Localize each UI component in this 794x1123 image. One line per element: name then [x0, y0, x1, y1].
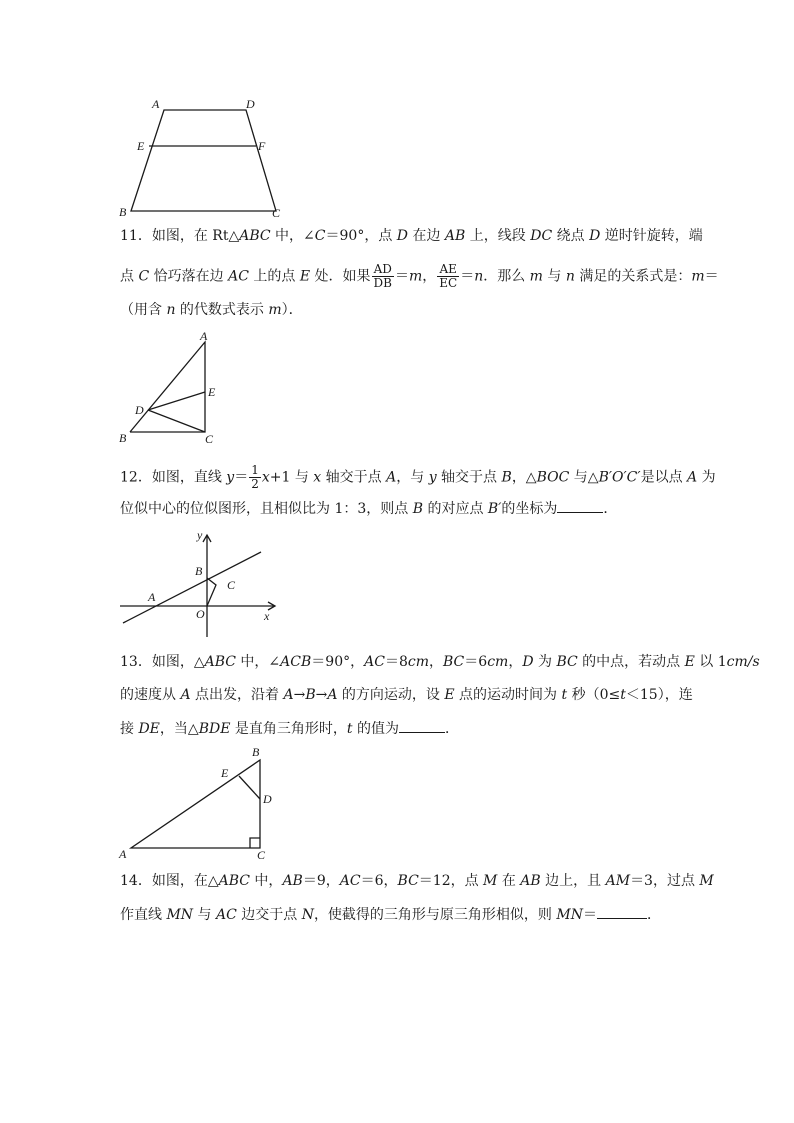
text: 在 [497, 873, 521, 889]
text: 的代数式表示 [175, 302, 269, 318]
text: A [180, 687, 191, 703]
text: AC [215, 907, 237, 923]
text: BDE [198, 721, 231, 737]
text: 处．如果 [310, 268, 371, 285]
text: A→B→A [283, 687, 338, 703]
text: ， [422, 268, 437, 285]
label-O: O [196, 607, 205, 621]
text: 秒（0≤ [567, 687, 621, 703]
text: BC [556, 654, 578, 670]
text: 的方向运动，设 [337, 687, 445, 703]
q11-line-2 [120, 263, 719, 290]
text: ）． [281, 302, 303, 318]
text: m [268, 302, 282, 318]
answer-blank[interactable] [399, 720, 445, 733]
q12-line-1 [120, 464, 716, 491]
text: 中，∠ [235, 654, 281, 670]
label-E: E [137, 139, 145, 153]
text: 的中点，若动点 [577, 654, 685, 670]
text: 在边 [408, 228, 445, 244]
text: D [522, 654, 534, 670]
q14-line-1 [120, 873, 714, 889]
text: 的值为 [352, 721, 399, 737]
text: ，△ [511, 469, 537, 486]
text: x [313, 469, 322, 486]
text: ＝ [582, 907, 597, 923]
text: ＝6， [360, 873, 398, 889]
q12-number: 12． [120, 469, 152, 486]
text: ， [429, 654, 443, 670]
numerator: AE [437, 263, 459, 277]
denominator: 2 [251, 477, 259, 491]
q12-line-2 [120, 500, 617, 517]
label-C: C [257, 848, 266, 862]
text: ，使截得的三角形与原三角形相似，则 [313, 907, 557, 923]
label-F: F [258, 139, 266, 153]
text: m [408, 268, 423, 285]
text: 如图，在 Rt△ [151, 228, 240, 244]
text: E [299, 268, 311, 285]
text: ． [444, 721, 459, 737]
q14-number: 14． [120, 873, 152, 889]
label-C: C [205, 432, 214, 446]
text: 为 [697, 469, 716, 486]
fraction-ad-db [372, 263, 394, 290]
q14-line-2 [120, 906, 661, 923]
text: y [226, 469, 235, 486]
text: +1 与 [269, 469, 314, 486]
text: ＝8 [384, 654, 408, 670]
text: 边上，且 [540, 873, 606, 889]
q13-line-1 [120, 654, 760, 670]
text: n [166, 302, 176, 318]
text: 的速度从 [120, 687, 181, 703]
label-B: B [195, 564, 203, 578]
q13-figure [115, 742, 280, 864]
label-A: A [152, 97, 160, 111]
label-C: C [227, 578, 236, 592]
text: 边交于点 [236, 907, 302, 923]
text: m [691, 268, 705, 285]
text: 的坐标为 [501, 501, 558, 517]
denominator: EC [439, 276, 458, 290]
text: ＝ [394, 268, 409, 285]
text: cm [407, 654, 429, 670]
text: ＝3，过点 [630, 873, 700, 889]
text: N [301, 907, 314, 923]
text: 如图，在△ [151, 873, 219, 889]
text: 与△ [569, 469, 599, 486]
text: 上，线段 [465, 228, 531, 244]
text: 满足的关系式是： [574, 268, 692, 285]
text: ，当△ [159, 721, 199, 737]
q12-figure [115, 525, 280, 645]
text: 与 [542, 268, 566, 285]
text: AB [520, 873, 541, 889]
text: t [346, 721, 353, 737]
text: 为 [533, 654, 557, 670]
text: n [474, 268, 484, 285]
answer-blank[interactable] [557, 500, 603, 513]
text: n [565, 268, 575, 285]
label-E: E [208, 385, 216, 399]
text: ， [508, 654, 523, 670]
text: A [386, 469, 397, 486]
label-A: A [119, 847, 127, 861]
text: 中， [249, 873, 283, 889]
text: ABC [239, 228, 271, 244]
text: 如图，直线 [151, 469, 227, 486]
text: E [444, 687, 455, 703]
text: ＝90°， [311, 654, 365, 670]
text: 的对应点 [423, 501, 488, 517]
label-B: B [252, 745, 260, 759]
text: B′ [487, 501, 502, 517]
text: ，与 [396, 469, 429, 486]
text: 以 1 [694, 654, 727, 670]
text: 与 [193, 907, 216, 923]
text: DE [138, 721, 160, 737]
text: ABC [204, 654, 236, 670]
text: 如图，△ [151, 654, 205, 670]
trapezoid-figure [115, 95, 295, 225]
text: B [412, 501, 424, 517]
text: C [314, 228, 326, 244]
text: 轴交于点 [436, 469, 502, 486]
text: BC [443, 654, 465, 670]
text: 位似中心的位似图形，且相似比为 1：3，则点 [120, 501, 413, 517]
label-A: A [200, 329, 208, 343]
label-y: y [197, 528, 203, 542]
text: 恰巧落在边 [149, 268, 229, 285]
numerator: 1 [251, 463, 259, 477]
text: t [561, 687, 568, 703]
text: E [684, 654, 695, 670]
text: 点出发，沿着 [190, 687, 284, 703]
label-A: A [148, 590, 156, 604]
text: AM [605, 873, 631, 889]
text: 轴交于点 [321, 469, 387, 486]
label-C: C [272, 206, 281, 220]
q13-number: 13． [120, 654, 152, 670]
denominator: DB [373, 276, 392, 290]
text: cm/s [726, 654, 760, 670]
numerator: AD [372, 263, 394, 277]
text: ＝12，点 [418, 873, 484, 889]
text: 点的运动时间为 [454, 687, 562, 703]
text: ＝9， [302, 873, 340, 889]
text: ＝90°，点 [325, 228, 397, 244]
text: MN [556, 907, 583, 923]
text: M [483, 873, 498, 889]
text: 是以点 [640, 469, 688, 486]
text: ＝ [704, 268, 719, 285]
text: cm [487, 654, 509, 670]
fraction-one-half [249, 464, 261, 491]
text: ACB [280, 654, 312, 670]
text: 点 [120, 268, 139, 285]
text: ＝6 [464, 654, 488, 670]
text: DC [530, 228, 553, 244]
label-B: B [119, 205, 127, 219]
text: y [428, 469, 437, 486]
text: 是直角三角形时， [230, 721, 347, 737]
q11-number: 11． [120, 228, 152, 244]
answer-blank[interactable] [597, 906, 647, 919]
label-x: x [264, 609, 270, 623]
text: C [138, 268, 150, 285]
text: ABC [218, 873, 250, 889]
text: BOC [536, 469, 570, 486]
text: ． [646, 907, 661, 923]
text: D [589, 228, 601, 244]
text: A [687, 469, 698, 486]
label-D: D [263, 792, 272, 806]
text: B′O′C′ [598, 469, 641, 486]
text: 逆时针旋转，端 [600, 228, 703, 244]
text: x [261, 469, 270, 486]
text: （用含 [120, 302, 167, 318]
text: BC [397, 873, 419, 889]
q11-line-1 [120, 228, 703, 244]
text: ． [603, 501, 618, 517]
text: AC [339, 873, 361, 889]
text: MN [166, 907, 194, 923]
text: ＜15），连 [625, 687, 693, 703]
text: AC [364, 654, 385, 670]
text: ＝ [234, 469, 249, 486]
label-B: B [119, 431, 127, 445]
q13-line-2 [120, 687, 693, 703]
text: 接 [120, 721, 139, 737]
text: 上的点 [248, 268, 300, 285]
text: ．那么 [483, 268, 530, 285]
text: AB [444, 228, 466, 244]
label-D: D [246, 97, 255, 111]
text: m [529, 268, 543, 285]
text: 作直线 [120, 907, 167, 923]
text: B [501, 469, 512, 486]
text: AB [282, 873, 303, 889]
text: D [396, 228, 408, 244]
text: AC [228, 268, 249, 285]
label-D: D [135, 403, 144, 417]
text: ＝ [460, 268, 475, 285]
text: t [620, 687, 626, 703]
text: 中，∠ [270, 228, 315, 244]
fraction-ae-ec [437, 263, 459, 290]
text: 绕点 [552, 228, 590, 244]
label-E: E [221, 766, 229, 780]
q11-figure [115, 328, 235, 448]
q13-line-3 [120, 720, 459, 737]
text: M [699, 873, 714, 889]
q11-line-3 [120, 302, 303, 318]
